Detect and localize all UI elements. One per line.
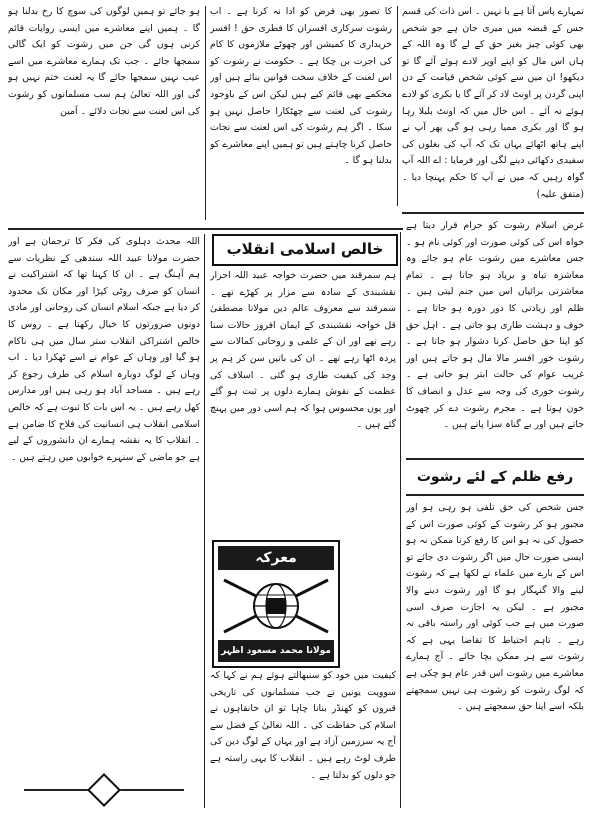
section-separator <box>8 228 403 230</box>
article-bottom-right: جس شخص کی حق تلفی ہو رہی ہو اور مجبور ہو کر رشوت کے کوئی صورت اس کے حصول کی نہ ہو اس کا رفع کرنا ممکن نہ ہو ایسی صورت حال میں اگر رشوت دی جائے تو اس کے بارے میں علماء نے لکھا ہے کہ رشوت لینے والا گنہگار ہو گا اور رشوت دینے والا مجبور ہے ۔ لیکن یہ اجازت صرف اسی صورت میں ہے جب کوئی اور راستہ باقی نہ رہے ۔ تاہم احتیاط کا تقاضا یہی ہے کہ رشوت سے ہر ممکن بچا جائے ۔ آج ہمارے معاشرے میں رشوت اس قدر عام ہو چکی ہے کہ لوگ رشوت کو رشوت ہی نہیں سمجھتے بلکہ اسے اپنا حق سمجھتے ہیں ۔ <box>406 502 584 713</box>
section-separator <box>402 212 584 214</box>
article-top-right: تمہارے پاس آتا ہے یا نہیں ۔ اس ذات کی قسم جس کے قبضہ میں میری جان ہے جو شخص بھی کوئی چیز بغیر حق کے لے گا وہ اللہ کے ہاں اس مال کو اپنے اوپر لادے ہوئے آئے گا تو دیکھو! ان میں سے کوئی شخص قیامت کے دن اپنی گردن پر اونٹ لاد کر آئے گا یا بکری کو لادے ہوئے نہ آئے ۔ اس حال میں کہ اونٹ بلبلا رہا ہو گا اور بکری ممیا رہی ہو گی پھر آپ نے اپنے ہاتھ اٹھائے یہاں تک کہ آپ کی بغلوں کی سفیدی دکھائی دینے لگی اور فرمایا : اے اللہ آپ گواہ رہیں کہ میں نے آپ کا حکم پہنچا دیا ۔ (متفق علیہ) <box>402 6 584 200</box>
article-mid-right: غرض اسلام رشوت کو حرام قرار دیتا ہے خواہ اس کی کوئی صورت اور کوئی نام ہو ۔ جس معاشرے میں رشوت عام ہو جائے وہ معاشرہ تباہ و برباد ہو جاتا ہے ۔ تمام معاشرتی برائیاں اس میں جنم لیتی ہیں ۔ ظلم اور زیادتی کا دور دورہ ہو جاتا ہے ۔ خوف و دہشت طاری ہو جاتی ہے ۔ اہل حق کو اپنا حق حاصل کرنا دشوار ہو جاتا ہے ۔ رشوت خور افسر مالا مال ہو جاتے ہیں اور غریب عوام کی حالت ابتر ہو جاتی ہے ۔ رشوت خوری کی وجہ سے عدل و انصاف کا خون ہوتا ہے ۔ مجرم رشوت دے کر چھوٹ جاتے ہیں اور بے گناہ سزا پاتے ہیں ۔ <box>406 220 584 431</box>
article-top-left: ہو جائے تو ہمیں لوگوں کی سوچ کا رخ بدلنا ہو گا ۔ ہمیں اپنے معاشرے میں ایسی روایات قائم کرنی ہوں گی جن میں رشوت کو ایک گالی سمجھا جائے ۔ جب تک ہمارے معاشرے میں اسے عیب نہیں سمجھا جائے گا یہ لعنت ختم نہیں ہو گی اور اللہ تعالیٰ ہم سب مسلمانوں کو رشوت کی اس لعنت سے نجات دلائے ۔ آمین <box>8 6 200 117</box>
article-left: اللہ محدث دہلوی کی فکر کا ترجمان ہے اور حضرت مولانا عبید اللہ سندھی کے نظریات سے ہم آہنگ ہے ۔ ان کا کہنا تھا کہ اشتراکیت نے انسان کو صرف روٹی کپڑا اور مکان تک محدود کر دیا ہے جبکہ اسلام انسان کی روحانی اور مادی دونوں ضرورتوں کا خیال رکھتا ہے ۔ روس کا خالص اشتراکی انقلاب ستر سال میں ہی ناکام ہو گیا اور وہاں کے عوام نے اسے ٹھکرا دیا ۔ اب وہاں کے لوگ دوبارہ اسلام کی طرف رجوع کر رہے ہیں ۔ مساجد آباد ہو رہی ہیں اور مدارس کھل رہے ہیں ۔ یہ اس بات کا ثبوت ہے کہ خالص اسلامی انقلاب ہی انسانیت کی فلاح کا ضامن ہے ۔ انقلاب کا یہ نقشہ ہمارے ان دانشوروں کے لیے ہے جو ماضی کے سنہرے خوابوں میں رہتے ہیں ۔ <box>8 236 200 463</box>
globe-swords-icon <box>218 572 334 640</box>
article-top-middle: کا تصور بھی فرض کو ادا نہ کرنا ہے ۔ اب رشوت سرکاری افسران کا فطری حق ! افسر خریداری کا کمیشن اور چھوٹے ملازموں کا کام کی اجرت بن چکا ہے ۔ حکومت نے رشوت کو اس لعنت کے خلاف سخت قوانین بنائے ہیں اور محکمے بھی قائم کیے ہیں لیکن اس کے باوجود رشوت کی لعنت سے چھٹکارا حاصل نہیں ہو سکا ۔ اگر ہم رشوت کی اس لعنت سے نجات حاصل کرنا چاہتے ہیں تو ہمیں اپنے معاشرے کو بدلنا ہو گا ۔ <box>210 6 392 167</box>
section-separator <box>406 494 584 496</box>
column-emblem <box>212 540 340 668</box>
article-middle: ہم سمرقند میں حضرت خواجہ عبید اللہ احرار نقشبندی کے سادہ سے مزار پر کھڑے تھے ۔ سمرقند سے معروف عالم دین مولانا مصطفیٰ قل خواجہ نقشبندی کے ایمان افروز حالات سنا رہے تھے اور ان کے علمی و روحانی کمالات سے پردہ اٹھا رہے تھے ۔ ان کی باتیں سن کر ہم پر وجد کی کیفیت طاری ہو گئی ۔ اسلاف کی عظمت کے نقوش ہمارے دلوں پر ثبت ہو گئے اور یوں محسوس ہوا کہ ہم اسی دور میں پہنچ گئے ہیں ۔ <box>210 270 396 431</box>
end-ornament-diamond <box>87 773 121 807</box>
column-divider <box>397 6 398 206</box>
column-divider <box>400 232 401 808</box>
column-divider <box>205 6 206 220</box>
emblem-author: مولانا محمد مسعود اظہر <box>218 640 334 662</box>
section-separator <box>406 458 584 460</box>
headline-middle: خالص اسلامی انقلاب <box>212 234 398 266</box>
article-middle-lower: کیفیت میں خود کو سنبھالتے ہوئے ہم نے کہا کہ سوویت یونین نے جب مسلمانوں کی تاریخی قبروں کو کھنڈر بنانا چاہا تو ان خانقاہوں نے اسلام کی حفاظت کی ۔ اللہ تعالیٰ کے فضل سے آج یہ سرزمین آزاد ہے اور یہاں کے لوگ دین کی طرف لوٹ رہے ہیں ۔ انقلاب کا یہی راستہ ہے جو دلوں کو بدلتا ہے ۔ <box>210 670 396 781</box>
headline-right: رفع ظلم کے لئے رشوت <box>416 469 574 485</box>
emblem-title: معرکہ <box>218 546 334 570</box>
column-divider <box>204 234 205 808</box>
